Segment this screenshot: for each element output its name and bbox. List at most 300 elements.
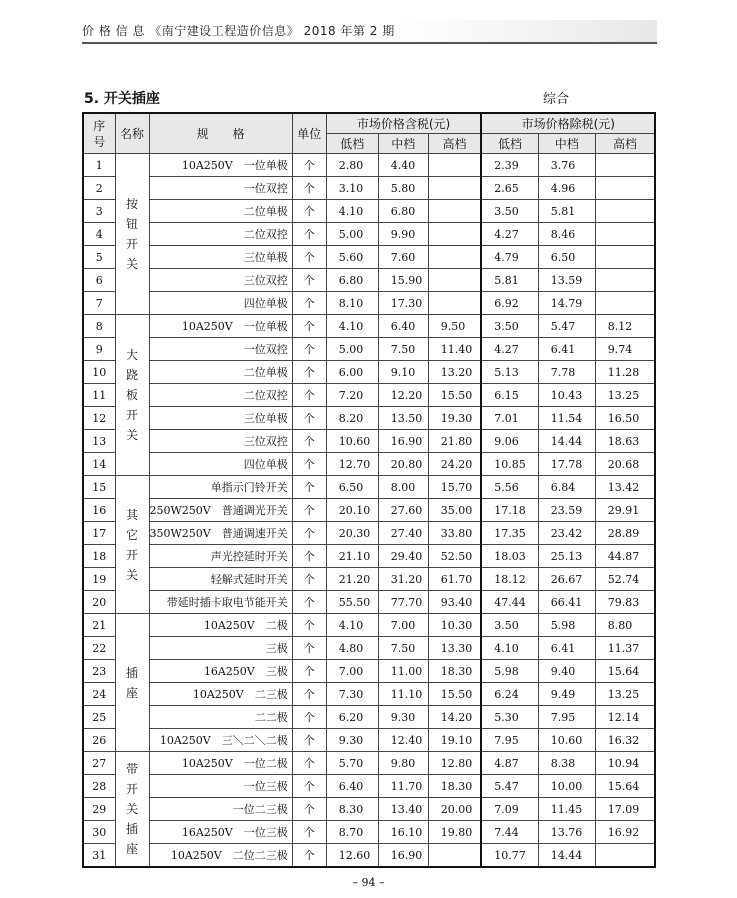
price-mid-notax: 10.43	[538, 384, 595, 407]
price-high-notax	[595, 269, 655, 292]
side-label: 综合	[543, 92, 570, 107]
row-seq: 30	[83, 821, 115, 844]
table-row	[83, 292, 655, 315]
price-table-wrap	[82, 112, 656, 868]
price-high-tax: 52.50	[428, 545, 481, 568]
table-row	[83, 545, 655, 568]
price-mid-tax: 9.30	[378, 706, 428, 729]
row-seq: 8	[83, 315, 115, 338]
price-low-notax: 2.65	[481, 177, 538, 200]
price-mid-tax: 9.80	[378, 752, 428, 775]
table-row	[83, 706, 655, 729]
row-seq: 10	[83, 361, 115, 384]
price-high-notax: 16.50	[595, 407, 655, 430]
price-mid-notax: 5.81	[538, 200, 595, 223]
price-mid-tax: 20.80	[378, 453, 428, 476]
group-name	[115, 752, 149, 868]
price-high-notax: 28.89	[595, 522, 655, 545]
price-low-notax: 18.03	[481, 545, 538, 568]
row-spec: 二二极	[149, 706, 292, 729]
price-mid-tax: 77.70	[378, 591, 428, 614]
row-spec: 10A250V 二极	[149, 614, 292, 637]
price-high-tax: 19.30	[428, 407, 481, 430]
row-unit: 个	[292, 453, 326, 476]
row-seq: 31	[83, 844, 115, 868]
price-mid-notax: 26.67	[538, 568, 595, 591]
group-name	[115, 614, 149, 752]
price-high-tax: 18.30	[428, 775, 481, 798]
price-low-notax: 3.50	[481, 614, 538, 637]
row-spec: 16A250V 一位三极	[149, 821, 292, 844]
table-row	[83, 384, 655, 407]
price-high-notax: 8.80	[595, 614, 655, 637]
row-seq: 3	[83, 200, 115, 223]
price-mid-tax: 7.50	[378, 637, 428, 660]
price-low-notax: 3.50	[481, 315, 538, 338]
price-mid-tax: 11.00	[378, 660, 428, 683]
price-high-tax	[428, 269, 481, 292]
row-unit: 个	[292, 545, 326, 568]
row-seq: 11	[83, 384, 115, 407]
row-spec: 10A250V 二位二三极	[149, 844, 292, 868]
price-mid-notax: 14.79	[538, 292, 595, 315]
row-unit: 个	[292, 223, 326, 246]
header-low-notax: 低档	[481, 134, 538, 154]
group-name-label: 大跷板开关	[126, 348, 139, 442]
header-low-tax: 低档	[326, 134, 378, 154]
price-high-tax: 15.50	[428, 683, 481, 706]
price-high-notax: 79.83	[595, 591, 655, 614]
row-unit: 个	[292, 292, 326, 315]
row-unit: 个	[292, 200, 326, 223]
price-low-tax: 4.10	[326, 200, 378, 223]
price-high-tax	[428, 154, 481, 177]
price-low-notax: 17.35	[481, 522, 538, 545]
price-high-tax: 20.00	[428, 798, 481, 821]
row-seq: 23	[83, 660, 115, 683]
row-spec: 10A250V 二三极	[149, 683, 292, 706]
price-low-tax: 12.70	[326, 453, 378, 476]
table-row	[83, 407, 655, 430]
price-low-notax: 6.24	[481, 683, 538, 706]
price-mid-notax: 10.00	[538, 775, 595, 798]
row-spec: 轻解式延时开关	[149, 568, 292, 591]
table-row	[83, 223, 655, 246]
price-mid-notax: 23.42	[538, 522, 595, 545]
row-seq: 29	[83, 798, 115, 821]
price-high-tax: 24.20	[428, 453, 481, 476]
price-low-notax: 6.15	[481, 384, 538, 407]
price-low-tax: 5.00	[326, 338, 378, 361]
price-high-notax	[595, 292, 655, 315]
row-seq: 1	[83, 154, 115, 177]
row-seq: 4	[83, 223, 115, 246]
price-high-notax: 44.87	[595, 545, 655, 568]
row-unit: 个	[292, 522, 326, 545]
price-mid-notax: 25.13	[538, 545, 595, 568]
price-low-notax: 7.95	[481, 729, 538, 752]
group-name	[115, 154, 149, 315]
price-high-notax: 52.74	[595, 568, 655, 591]
row-seq: 13	[83, 430, 115, 453]
price-low-notax: 17.18	[481, 499, 538, 522]
row-unit: 个	[292, 614, 326, 637]
table-row	[83, 683, 655, 706]
row-spec: 10A250V 一位单极	[149, 315, 292, 338]
price-high-notax: 15.64	[595, 775, 655, 798]
row-spec: 三位双控	[149, 430, 292, 453]
price-low-tax: 10.60	[326, 430, 378, 453]
price-low-notax: 5.98	[481, 660, 538, 683]
price-mid-notax: 10.60	[538, 729, 595, 752]
price-high-notax	[595, 200, 655, 223]
table-row	[83, 315, 655, 338]
price-low-tax: 9.30	[326, 729, 378, 752]
price-mid-tax: 11.10	[378, 683, 428, 706]
header-with-tax: 市场价格含税(元)	[326, 113, 481, 134]
price-mid-tax: 11.70	[378, 775, 428, 798]
price-mid-tax: 9.10	[378, 361, 428, 384]
price-mid-notax: 66.41	[538, 591, 595, 614]
price-mid-notax: 6.50	[538, 246, 595, 269]
price-mid-tax: 16.10	[378, 821, 428, 844]
table-body	[83, 154, 655, 868]
price-high-tax: 18.30	[428, 660, 481, 683]
row-seq: 14	[83, 453, 115, 476]
row-unit: 个	[292, 361, 326, 384]
price-mid-notax: 5.47	[538, 315, 595, 338]
price-mid-tax: 6.40	[378, 315, 428, 338]
table-row	[83, 338, 655, 361]
price-high-notax: 11.28	[595, 361, 655, 384]
row-unit: 个	[292, 246, 326, 269]
price-high-tax: 15.50	[428, 384, 481, 407]
price-high-tax: 19.80	[428, 821, 481, 844]
price-mid-notax: 9.49	[538, 683, 595, 706]
table-row	[83, 591, 655, 614]
price-mid-notax: 7.95	[538, 706, 595, 729]
price-low-tax: 7.00	[326, 660, 378, 683]
price-high-tax: 21.80	[428, 430, 481, 453]
table-row	[83, 821, 655, 844]
table-row	[83, 522, 655, 545]
price-high-notax: 8.12	[595, 315, 655, 338]
price-low-tax: 4.80	[326, 637, 378, 660]
row-unit: 个	[292, 660, 326, 683]
price-high-tax	[428, 844, 481, 868]
price-mid-notax: 11.54	[538, 407, 595, 430]
row-unit: 个	[292, 407, 326, 430]
price-mid-notax: 8.46	[538, 223, 595, 246]
row-spec: 二位单极	[149, 200, 292, 223]
table-row	[83, 200, 655, 223]
row-spec: 四位单极	[149, 453, 292, 476]
table-row	[83, 430, 655, 453]
row-unit: 个	[292, 177, 326, 200]
row-seq: 16	[83, 499, 115, 522]
price-high-tax: 11.40	[428, 338, 481, 361]
group-name	[115, 315, 149, 476]
row-spec: 10A250V 一位二极	[149, 752, 292, 775]
price-low-notax: 10.85	[481, 453, 538, 476]
price-low-tax: 6.00	[326, 361, 378, 384]
row-spec: 带延时插卡取电节能开关	[149, 591, 292, 614]
price-high-notax: 20.68	[595, 453, 655, 476]
row-spec: 三位双控	[149, 269, 292, 292]
price-high-notax: 16.92	[595, 821, 655, 844]
table-row	[83, 269, 655, 292]
row-spec: 350W250V 普通调速开关	[149, 522, 292, 545]
price-mid-tax: 31.20	[378, 568, 428, 591]
price-low-tax: 6.20	[326, 706, 378, 729]
price-high-tax: 15.70	[428, 476, 481, 499]
price-mid-tax: 12.40	[378, 729, 428, 752]
price-high-tax: 13.20	[428, 361, 481, 384]
price-table	[82, 112, 656, 868]
price-mid-notax: 14.44	[538, 844, 595, 868]
header-mid-tax: 中档	[378, 134, 428, 154]
price-mid-notax: 14.44	[538, 430, 595, 453]
price-high-tax	[428, 223, 481, 246]
price-low-notax: 5.81	[481, 269, 538, 292]
price-low-tax: 8.10	[326, 292, 378, 315]
header-spec: 规 格	[149, 113, 292, 154]
table-row	[83, 752, 655, 775]
price-low-notax: 5.47	[481, 775, 538, 798]
price-low-notax: 5.13	[481, 361, 538, 384]
price-high-notax: 13.25	[595, 683, 655, 706]
row-seq: 7	[83, 292, 115, 315]
price-high-tax	[428, 177, 481, 200]
price-mid-tax: 7.60	[378, 246, 428, 269]
price-low-tax: 4.10	[326, 614, 378, 637]
price-low-notax: 6.92	[481, 292, 538, 315]
row-seq: 12	[83, 407, 115, 430]
row-unit: 个	[292, 315, 326, 338]
price-low-tax: 5.70	[326, 752, 378, 775]
row-seq: 18	[83, 545, 115, 568]
price-high-notax: 18.63	[595, 430, 655, 453]
row-seq: 26	[83, 729, 115, 752]
table-row	[83, 568, 655, 591]
price-low-notax: 4.87	[481, 752, 538, 775]
price-mid-tax: 29.40	[378, 545, 428, 568]
price-high-tax	[428, 292, 481, 315]
row-seq: 5	[83, 246, 115, 269]
price-high-notax: 13.42	[595, 476, 655, 499]
row-seq: 17	[83, 522, 115, 545]
row-seq: 24	[83, 683, 115, 706]
table-row	[83, 844, 655, 868]
row-unit: 个	[292, 338, 326, 361]
group-name	[115, 476, 149, 614]
price-low-tax: 55.50	[326, 591, 378, 614]
table-row	[83, 614, 655, 637]
price-mid-tax: 17.30	[378, 292, 428, 315]
row-unit: 个	[292, 430, 326, 453]
row-seq: 27	[83, 752, 115, 775]
header-high-tax: 高档	[428, 134, 481, 154]
price-high-tax	[428, 200, 481, 223]
table-row	[83, 775, 655, 798]
price-low-tax: 5.60	[326, 246, 378, 269]
price-low-notax: 7.44	[481, 821, 538, 844]
price-mid-tax: 8.00	[378, 476, 428, 499]
price-low-tax: 8.30	[326, 798, 378, 821]
price-low-notax: 5.56	[481, 476, 538, 499]
price-mid-tax: 6.80	[378, 200, 428, 223]
row-spec: 250W250V 普通调光开关	[149, 499, 292, 522]
row-unit: 个	[292, 844, 326, 868]
table-row	[83, 453, 655, 476]
table-row	[83, 729, 655, 752]
price-mid-notax: 6.84	[538, 476, 595, 499]
price-low-tax: 20.30	[326, 522, 378, 545]
row-spec: 10A250V 三＼二＼二极	[149, 729, 292, 752]
row-unit: 个	[292, 637, 326, 660]
row-unit: 个	[292, 683, 326, 706]
header-name: 名称	[115, 113, 149, 154]
price-low-notax: 3.50	[481, 200, 538, 223]
row-spec: 三位单极	[149, 407, 292, 430]
row-seq: 25	[83, 706, 115, 729]
table-row	[83, 660, 655, 683]
price-high-notax: 12.14	[595, 706, 655, 729]
price-mid-notax: 4.96	[538, 177, 595, 200]
price-low-tax: 5.00	[326, 223, 378, 246]
price-low-tax: 21.10	[326, 545, 378, 568]
price-mid-tax: 15.90	[378, 269, 428, 292]
group-name-label: 其它开关	[126, 507, 139, 582]
row-unit: 个	[292, 821, 326, 844]
row-spec: 声光控延时开关	[149, 545, 292, 568]
row-seq: 19	[83, 568, 115, 591]
row-unit: 个	[292, 476, 326, 499]
price-high-notax	[595, 177, 655, 200]
row-spec: 二位双控	[149, 223, 292, 246]
price-low-tax: 6.80	[326, 269, 378, 292]
price-mid-notax: 17.78	[538, 453, 595, 476]
row-unit: 个	[292, 499, 326, 522]
price-low-notax: 2.39	[481, 154, 538, 177]
price-low-tax: 6.50	[326, 476, 378, 499]
row-seq: 9	[83, 338, 115, 361]
price-low-notax: 18.12	[481, 568, 538, 591]
row-seq: 6	[83, 269, 115, 292]
price-mid-notax: 3.76	[538, 154, 595, 177]
page-number: – 94 –	[352, 876, 385, 889]
price-high-notax: 11.37	[595, 637, 655, 660]
price-high-tax: 33.80	[428, 522, 481, 545]
table-row	[83, 246, 655, 269]
price-high-notax: 15.64	[595, 660, 655, 683]
price-low-notax: 10.77	[481, 844, 538, 868]
price-mid-tax: 4.40	[378, 154, 428, 177]
price-mid-tax: 13.40	[378, 798, 428, 821]
price-low-tax: 20.10	[326, 499, 378, 522]
row-unit: 个	[292, 729, 326, 752]
price-mid-tax: 16.90	[378, 430, 428, 453]
price-mid-tax: 27.60	[378, 499, 428, 522]
group-name-label: 插座	[126, 665, 139, 700]
price-low-notax: 4.27	[481, 223, 538, 246]
price-high-tax: 10.30	[428, 614, 481, 637]
table-row	[83, 637, 655, 660]
price-high-notax: 10.94	[595, 752, 655, 775]
row-unit: 个	[292, 798, 326, 821]
price-mid-notax: 9.40	[538, 660, 595, 683]
row-seq: 22	[83, 637, 115, 660]
table-row	[83, 361, 655, 384]
row-spec: 单指示门铃开关	[149, 476, 292, 499]
row-seq: 21	[83, 614, 115, 637]
price-mid-tax: 16.90	[378, 844, 428, 868]
group-name-label: 带开关插座	[126, 762, 139, 856]
price-mid-tax: 27.40	[378, 522, 428, 545]
row-spec: 16A250V 三极	[149, 660, 292, 683]
price-low-notax: 9.06	[481, 430, 538, 453]
price-low-tax: 12.60	[326, 844, 378, 868]
row-unit: 个	[292, 269, 326, 292]
row-unit: 个	[292, 154, 326, 177]
row-unit: 个	[292, 591, 326, 614]
row-seq: 15	[83, 476, 115, 499]
price-mid-notax: 5.98	[538, 614, 595, 637]
row-spec: 一位双控	[149, 177, 292, 200]
row-unit: 个	[292, 775, 326, 798]
price-high-notax	[595, 246, 655, 269]
row-seq: 28	[83, 775, 115, 798]
price-mid-tax: 13.50	[378, 407, 428, 430]
row-spec: 一位三极	[149, 775, 292, 798]
header-high-notax: 高档	[595, 134, 655, 154]
group-name-label: 按钮开关	[126, 197, 139, 271]
header-unit: 单位	[292, 113, 326, 154]
row-spec: 10A250V 一位单极	[149, 154, 292, 177]
price-mid-notax: 6.41	[538, 338, 595, 361]
price-low-tax: 4.10	[326, 315, 378, 338]
price-low-tax: 7.30	[326, 683, 378, 706]
price-low-notax: 4.27	[481, 338, 538, 361]
price-high-tax	[428, 246, 481, 269]
price-low-tax: 21.20	[326, 568, 378, 591]
price-low-tax: 6.40	[326, 775, 378, 798]
price-mid-notax: 7.78	[538, 361, 595, 384]
row-spec: 二位双控	[149, 384, 292, 407]
price-low-tax: 3.10	[326, 177, 378, 200]
price-mid-tax: 7.00	[378, 614, 428, 637]
price-high-tax: 19.10	[428, 729, 481, 752]
price-mid-tax: 9.90	[378, 223, 428, 246]
price-high-notax	[595, 154, 655, 177]
price-high-notax: 17.09	[595, 798, 655, 821]
price-mid-notax: 11.45	[538, 798, 595, 821]
price-low-notax: 47.44	[481, 591, 538, 614]
price-high-notax	[595, 223, 655, 246]
price-low-notax: 5.30	[481, 706, 538, 729]
row-spec: 二位单极	[149, 361, 292, 384]
header-shade	[397, 20, 657, 42]
table-row	[83, 499, 655, 522]
price-mid-notax: 13.59	[538, 269, 595, 292]
header-seq: 序号	[83, 113, 115, 154]
price-high-tax: 9.50	[428, 315, 481, 338]
price-low-tax: 7.20	[326, 384, 378, 407]
row-spec: 三位单极	[149, 246, 292, 269]
price-low-notax: 4.79	[481, 246, 538, 269]
header-text: 价 格 信 息 《南宁建设工程造价信息》 2018 年第 2 期	[82, 24, 395, 38]
price-high-tax: 61.70	[428, 568, 481, 591]
